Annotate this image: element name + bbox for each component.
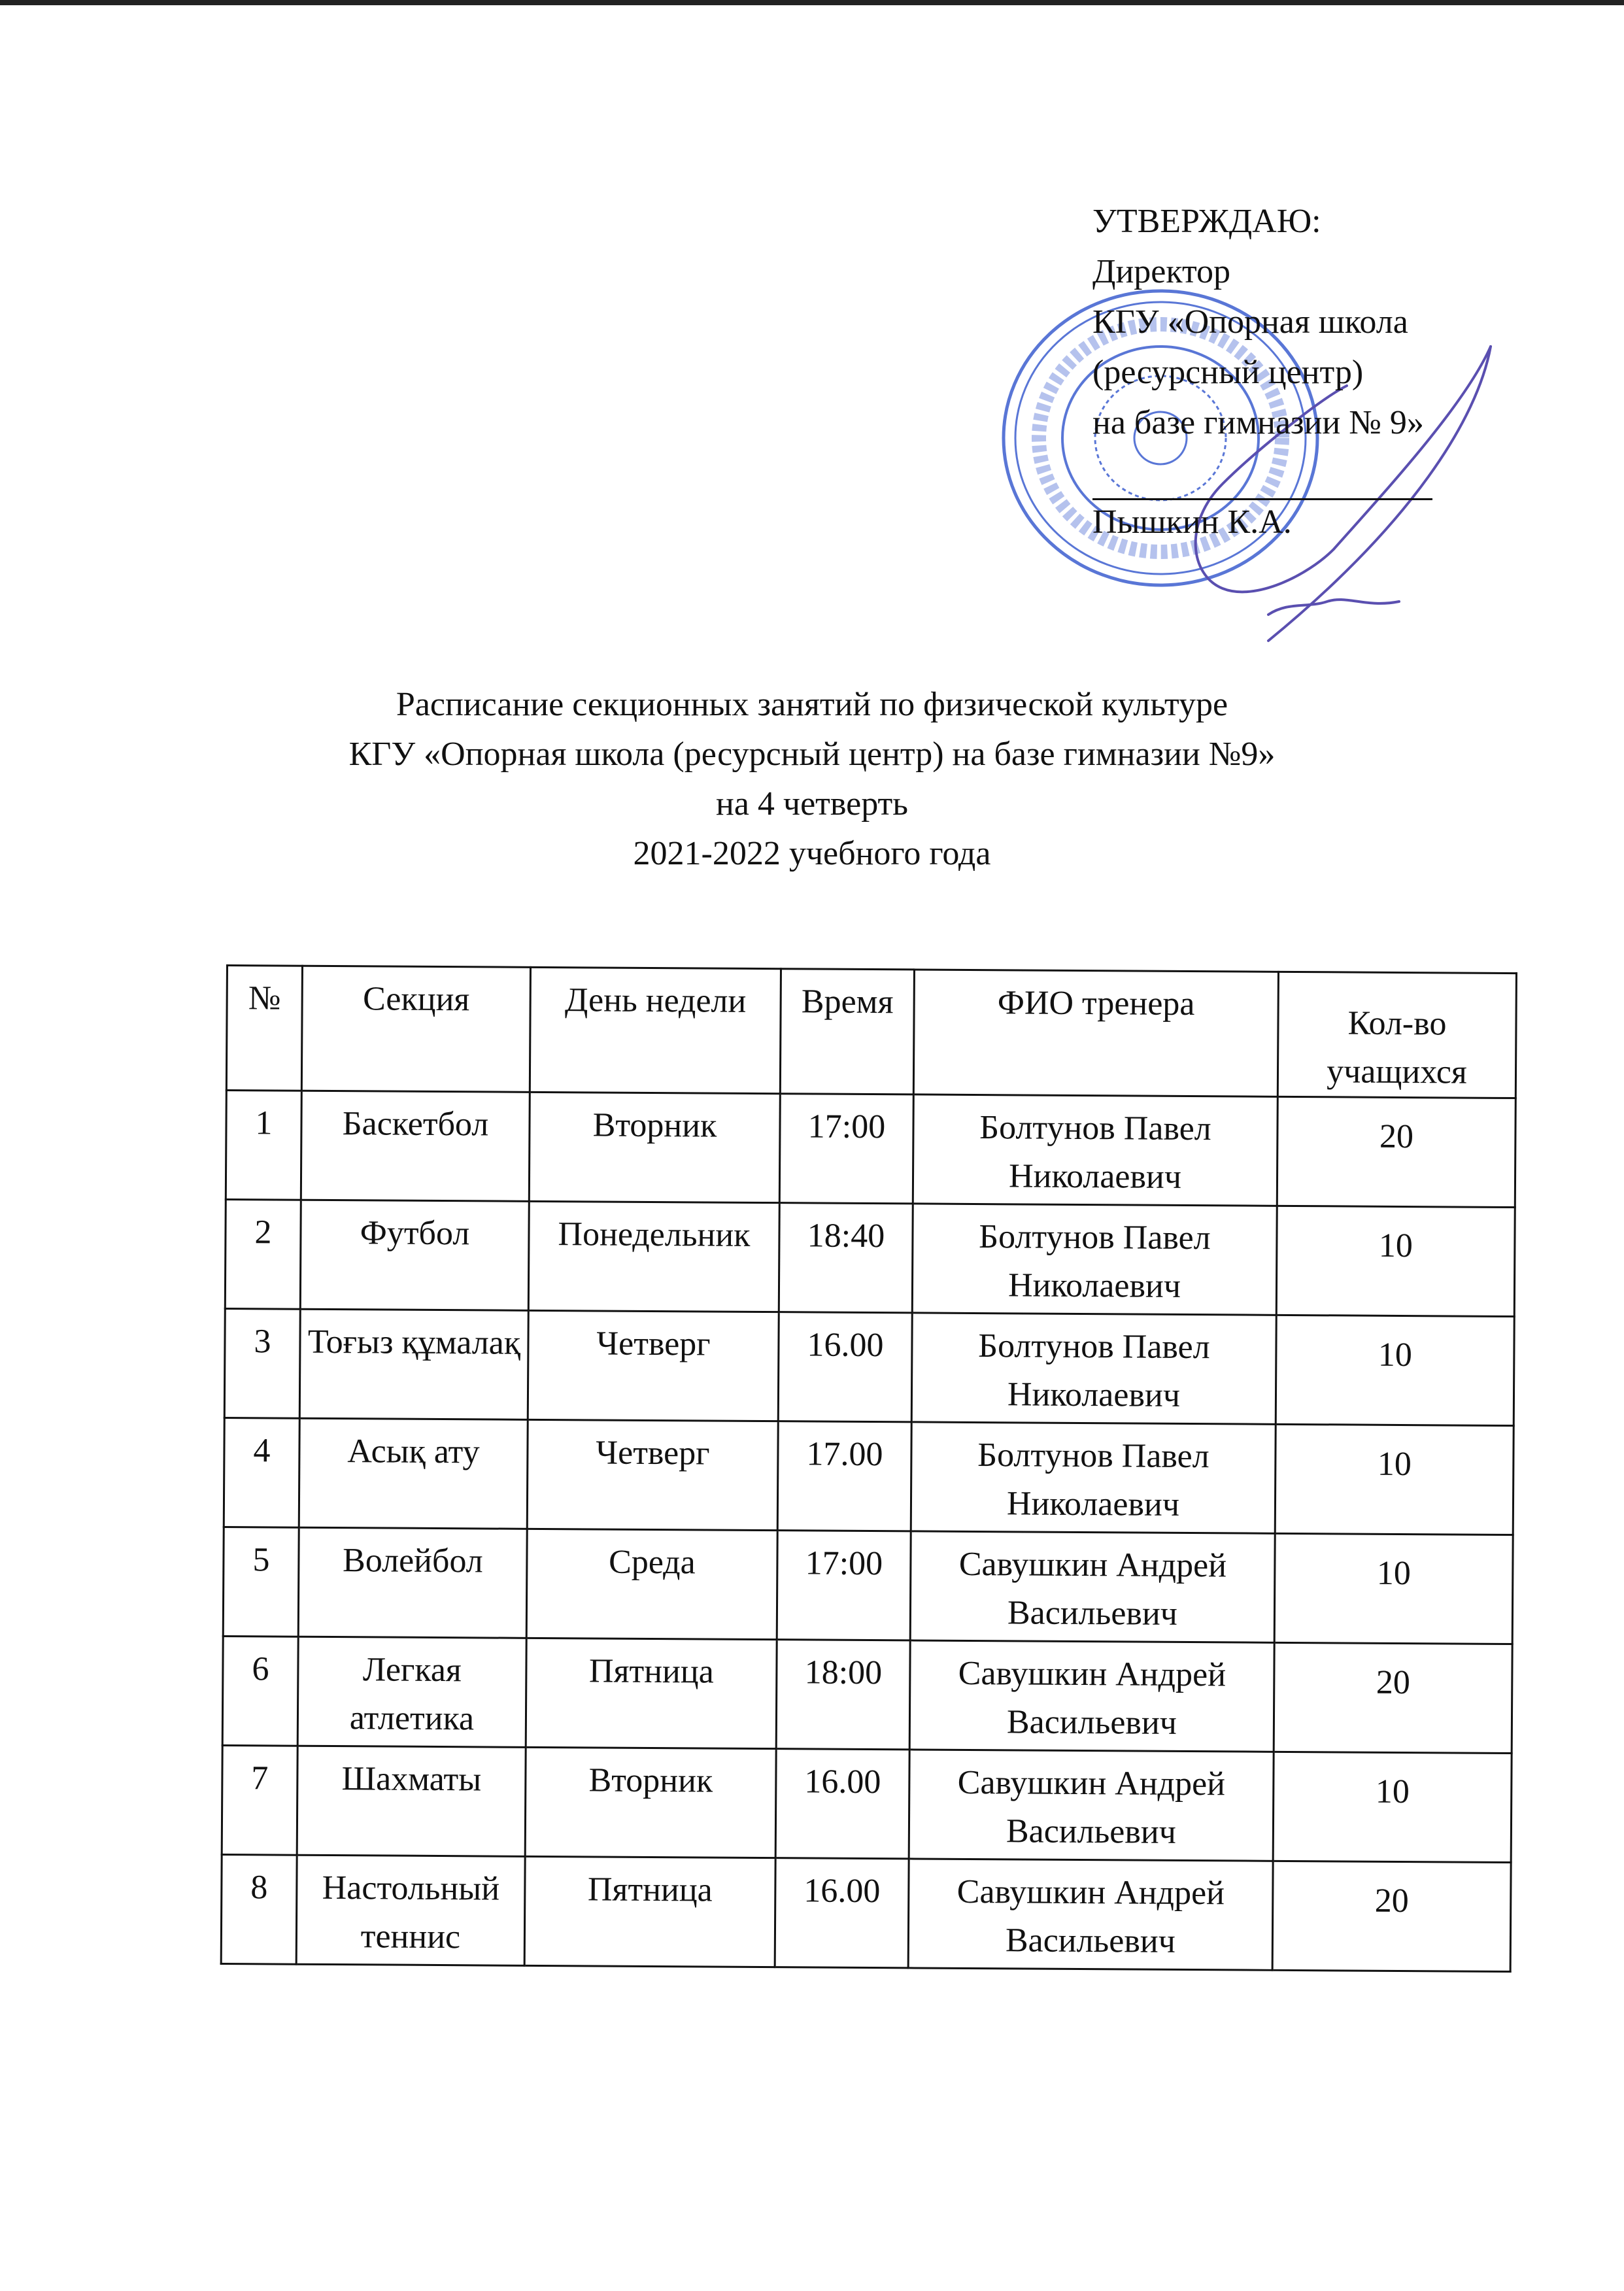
- cell-section: Волейбол: [298, 1527, 527, 1638]
- cell-students: 10: [1275, 1424, 1514, 1535]
- schedule-table: [220, 964, 1517, 1973]
- table-row: [222, 1636, 1512, 1753]
- cell-coach: Болтунов Павел Николаевич: [912, 1204, 1277, 1315]
- table-row: [224, 1308, 1514, 1425]
- title-line-2: КГУ «Опорная школа (ресурсный центр) на базе гимназии №9»: [348, 736, 1276, 773]
- table-header-row: [226, 966, 1516, 1098]
- title-line-1: Расписание секционных занятий по физической культуре: [396, 686, 1228, 723]
- approval-position: Директор: [1092, 253, 1230, 290]
- cell-coach: Болтунов Павел Николаевич: [913, 1095, 1277, 1206]
- cell-number: 6: [222, 1636, 298, 1746]
- cell-students: 10: [1274, 1533, 1513, 1644]
- cell-number: 4: [224, 1417, 299, 1527]
- cell-coach: Савушкин Андрей Васильевич: [909, 1750, 1274, 1861]
- table-row: [222, 1745, 1512, 1862]
- approval-heading: УТВЕРЖДАЮ:: [1092, 203, 1321, 240]
- cell-time: 16.00: [778, 1312, 912, 1422]
- cell-time: 18:00: [776, 1640, 910, 1750]
- table-row: [224, 1417, 1514, 1535]
- cell-time: 18:40: [779, 1203, 913, 1313]
- cell-time: 17.00: [777, 1421, 911, 1531]
- cell-students: 10: [1276, 1206, 1515, 1316]
- approval-block: [1092, 196, 1424, 448]
- approval-org-line3: на базе гимназии № 9»: [1092, 404, 1424, 441]
- cell-students: 20: [1272, 1861, 1511, 1971]
- cell-section: Баскетбол: [301, 1091, 530, 1201]
- cell-time: 16.00: [775, 1858, 909, 1968]
- cell-time: 17:00: [779, 1094, 913, 1204]
- cell-students: 10: [1276, 1315, 1514, 1425]
- table-row: [225, 1200, 1515, 1317]
- cell-number: 8: [221, 1854, 297, 1964]
- cell-section: Тоғыз құмалақ: [299, 1309, 528, 1419]
- header-number: №: [226, 966, 302, 1091]
- cell-students: 20: [1274, 1642, 1512, 1753]
- cell-number: 3: [224, 1308, 300, 1418]
- cell-number: 5: [223, 1527, 299, 1637]
- cell-coach: Савушкин Андрей Васильевич: [909, 1640, 1274, 1752]
- document-title: [0, 680, 1624, 879]
- cell-weekday: Среда: [526, 1529, 777, 1639]
- cell-students: 20: [1277, 1096, 1515, 1207]
- cell-coach: Болтунов Павел Николаевич: [911, 1313, 1276, 1424]
- header-section: Секция: [301, 966, 530, 1092]
- cell-number: 7: [222, 1745, 297, 1855]
- title-line-4: 2021-2022 учебного года: [633, 835, 991, 872]
- cell-number: 2: [225, 1200, 301, 1310]
- cell-weekday: Вторник: [525, 1747, 776, 1858]
- cell-weekday: Понедельник: [528, 1201, 779, 1312]
- cell-weekday: Пятница: [524, 1856, 775, 1967]
- cell-section: Асық ату: [299, 1418, 528, 1529]
- cell-weekday: Пятница: [526, 1638, 777, 1748]
- cell-time: 16.00: [775, 1749, 909, 1859]
- title-line-3: на 4 четверть: [716, 785, 908, 823]
- header-coach: ФИО тренера: [913, 970, 1278, 1096]
- cell-section: Настольный теннис: [296, 1855, 525, 1965]
- cell-weekday: Вторник: [529, 1092, 780, 1202]
- cell-weekday: Четверг: [527, 1419, 778, 1530]
- table-row: [226, 1091, 1515, 1208]
- cell-section: Шахматы: [297, 1746, 526, 1856]
- cell-weekday: Четверг: [528, 1310, 779, 1421]
- cell-number: 1: [226, 1091, 301, 1200]
- header-students: Кол-во учащихся: [1277, 972, 1516, 1098]
- cell-coach: Савушкин Андрей Васильевич: [910, 1531, 1275, 1642]
- table-row: [221, 1854, 1511, 1971]
- cell-students: 10: [1273, 1752, 1512, 1862]
- cell-section: Футбол: [300, 1200, 529, 1310]
- header-time: Время: [780, 969, 914, 1095]
- cell-coach: Болтунов Павел Николаевич: [911, 1422, 1276, 1533]
- cell-coach: Савушкин Андрей Васильевич: [908, 1859, 1273, 1970]
- scan-edge: [0, 0, 1624, 5]
- director-name: Пышкин К.А.: [1092, 503, 1292, 541]
- approval-org-line1: КГУ «Опорная школа: [1092, 303, 1408, 341]
- cell-section: Легкая атлетика: [297, 1637, 526, 1747]
- approval-org-line2: (ресурсный центр): [1092, 354, 1364, 391]
- cell-time: 17:00: [777, 1531, 911, 1640]
- header-weekday: День недели: [530, 967, 781, 1093]
- table-row: [223, 1527, 1513, 1644]
